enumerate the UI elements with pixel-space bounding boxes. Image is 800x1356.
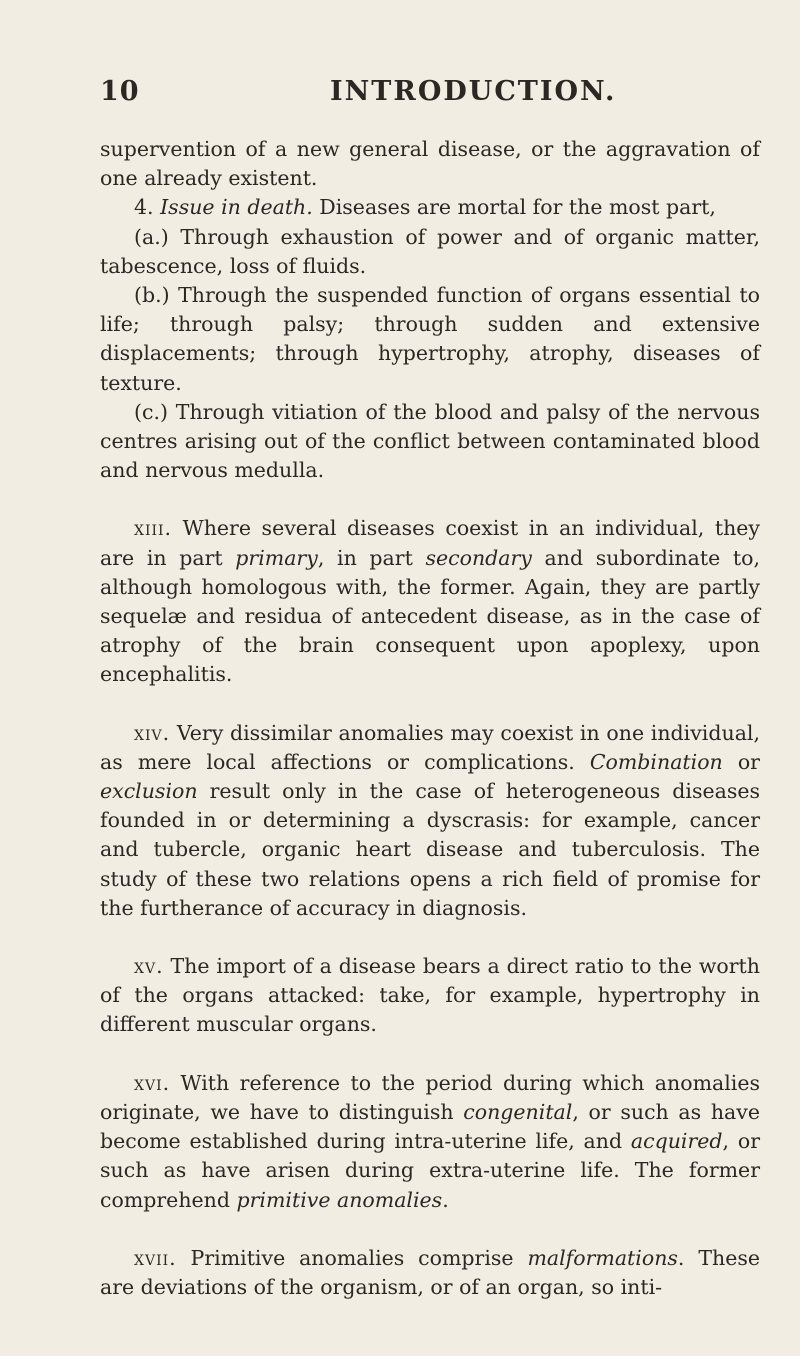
section-xiv: xiv. Very dissimilar anomalies may coexist in one individual, as mere local affections or complications. Combination or exclusion result only in the case of heterogeneous diseases founded in or determining a dyscrasis: for example, cancer and tubercle, organic heart disease and tuberculosis. The study of these two relations opens a rich field of promise for the furtherance of accuracy in diagnosis. [100, 720, 760, 920]
section-xiii: xiii. Where several diseases coexist in an individual, they are in part primary, in part secondary and subordinate to, although homologous with, the former. Again, they are partly sequelæ and residua of antecedent disease, as in the case of atrophy of the brain consequent upon apoplexy, upon encephalitis. [100, 516, 760, 687]
section-xvi: xvi. With reference to the period during which anomalies originate, we have to distinguish congenital, or such as have become established during intra-uterine life, and acquired, or such as have arisen during extra-uterine life. The former comprehend primitive anomalies. [100, 1070, 760, 1212]
paragraph-supervention: supervention of a new general disease, or the aggravation of one already existent. [100, 137, 760, 191]
section-numeral: xiv. [134, 720, 171, 745]
paragraph-a-exhaustion: (a.) Through exhaustion of power and of organic matter, tabescence, loss of fluids. [100, 224, 760, 278]
paragraph-b-suspended-function: (b.) Through the suspended function of organs essential to life; through palsy; through sudden and extensive displacements; through hypertrophy, atrophy, diseases of texture. [100, 283, 760, 395]
section-xvii: xvii. Primitive anomalies comprise malformations. These are deviations of the organism, or of an organ, so inti- [100, 1245, 760, 1299]
page-number: 10 [100, 76, 140, 107]
section-numeral: xiii. [134, 516, 173, 541]
page-header [0, 76, 800, 116]
section-numeral: xvii. [134, 1245, 177, 1270]
running-head: INTRODUCTION. [330, 76, 617, 107]
paragraph-c-vitiation: (c.) Through vitiation of the blood and palsy of the nervous centres arising out of the conflict between contaminated blood and nervous medulla. [100, 399, 760, 483]
section-numeral: xvi. [134, 1070, 171, 1095]
paragraph-issue-in-death: 4. Issue in death. Diseases are mortal for the most part, [134, 195, 716, 220]
section-numeral: xv. [134, 954, 164, 979]
body-text [100, 135, 760, 1302]
section-xv: xv. The import of a disease bears a direct ratio to the worth of the organs attacked: take, for example, hypertrophy in different muscular organs. [100, 954, 760, 1037]
